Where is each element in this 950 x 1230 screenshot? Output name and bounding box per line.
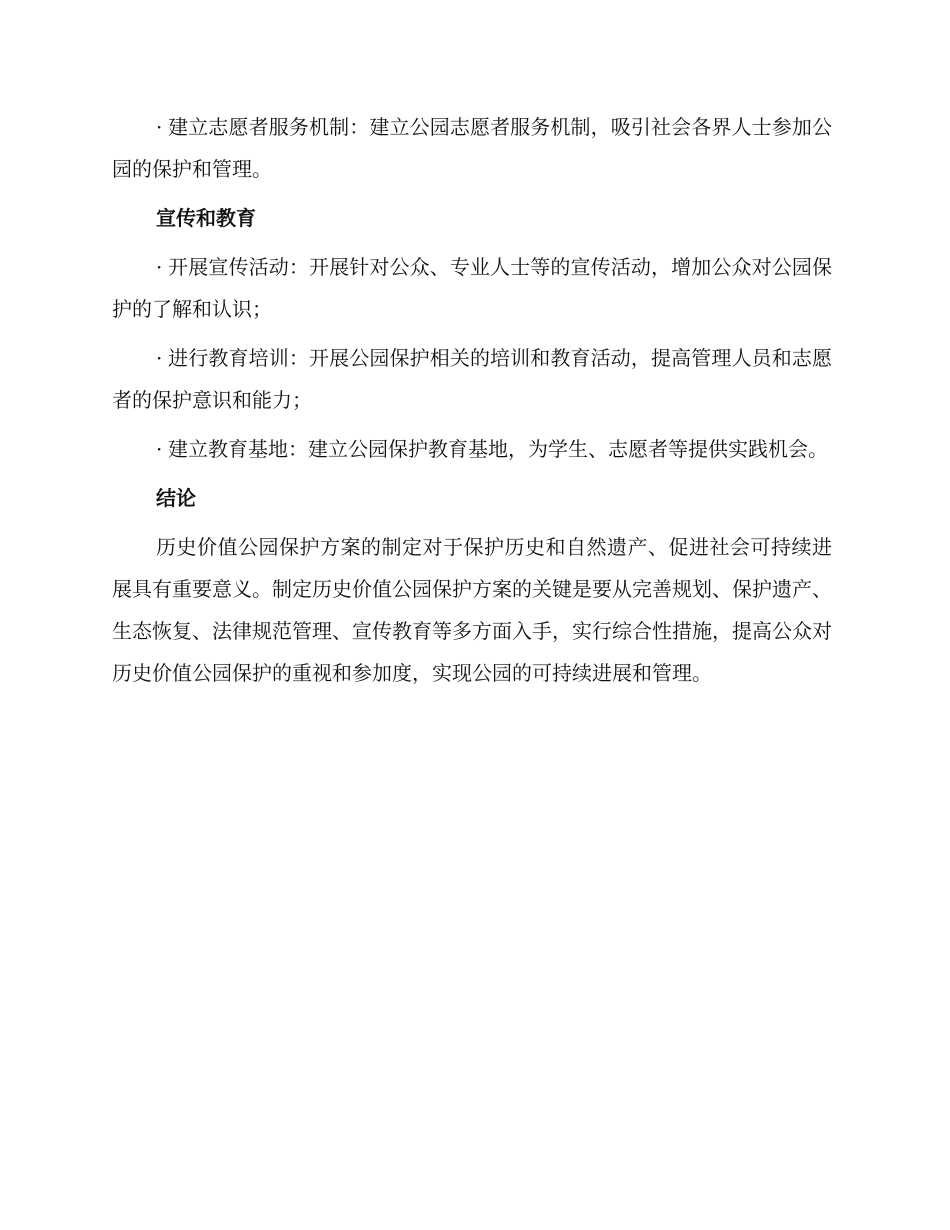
bullet-dot: · bbox=[156, 115, 163, 139]
bullet-text: 开展宣传活动：开展针对公众、专业人士等的宣传活动，增加公众对公园保护的了解和认识； bbox=[112, 255, 832, 321]
volunteer-mechanism-bullet bbox=[112, 106, 832, 190]
bullet-dot: · bbox=[156, 437, 163, 461]
conclusion-paragraph: 历史价值公园保护方案的制定对于保护历史和自然遗产、促进社会可持续进展具有重要意义。制定历史价值公园保护方案的关键是要从完善规划、保护遗产、生态恢复、法律规范管理、宣传教育等多方面入手，实行综合性措施，提高公众对历史价值公园保护的重视和参加度，实现公园的可持续进展和管理。 bbox=[112, 535, 832, 685]
bullet-dot: · bbox=[156, 346, 163, 370]
education-base-bullet bbox=[112, 428, 832, 470]
document-page bbox=[112, 106, 832, 694]
section-heading-conclusion: 结论 bbox=[156, 486, 196, 510]
bullet-text: 建立志愿者服务机制：建立公园志愿者服务机制，吸引社会各界人士参加公园的保护和管理。 bbox=[112, 115, 832, 181]
education-training-bullet bbox=[112, 337, 832, 421]
bullet-text: 进行教育培训：开展公园保护相关的培训和教育活动，提高管理人员和志愿者的保护意识和能力； bbox=[112, 346, 832, 412]
bullet-dot: · bbox=[156, 255, 163, 279]
bullet-text: 建立教育基地：建立公园保护教育基地，为学生、志愿者等提供实践机会。 bbox=[168, 437, 828, 461]
section-heading-publicity-education: 宣传和教育 bbox=[156, 206, 256, 230]
publicity-activities-bullet bbox=[112, 246, 832, 330]
